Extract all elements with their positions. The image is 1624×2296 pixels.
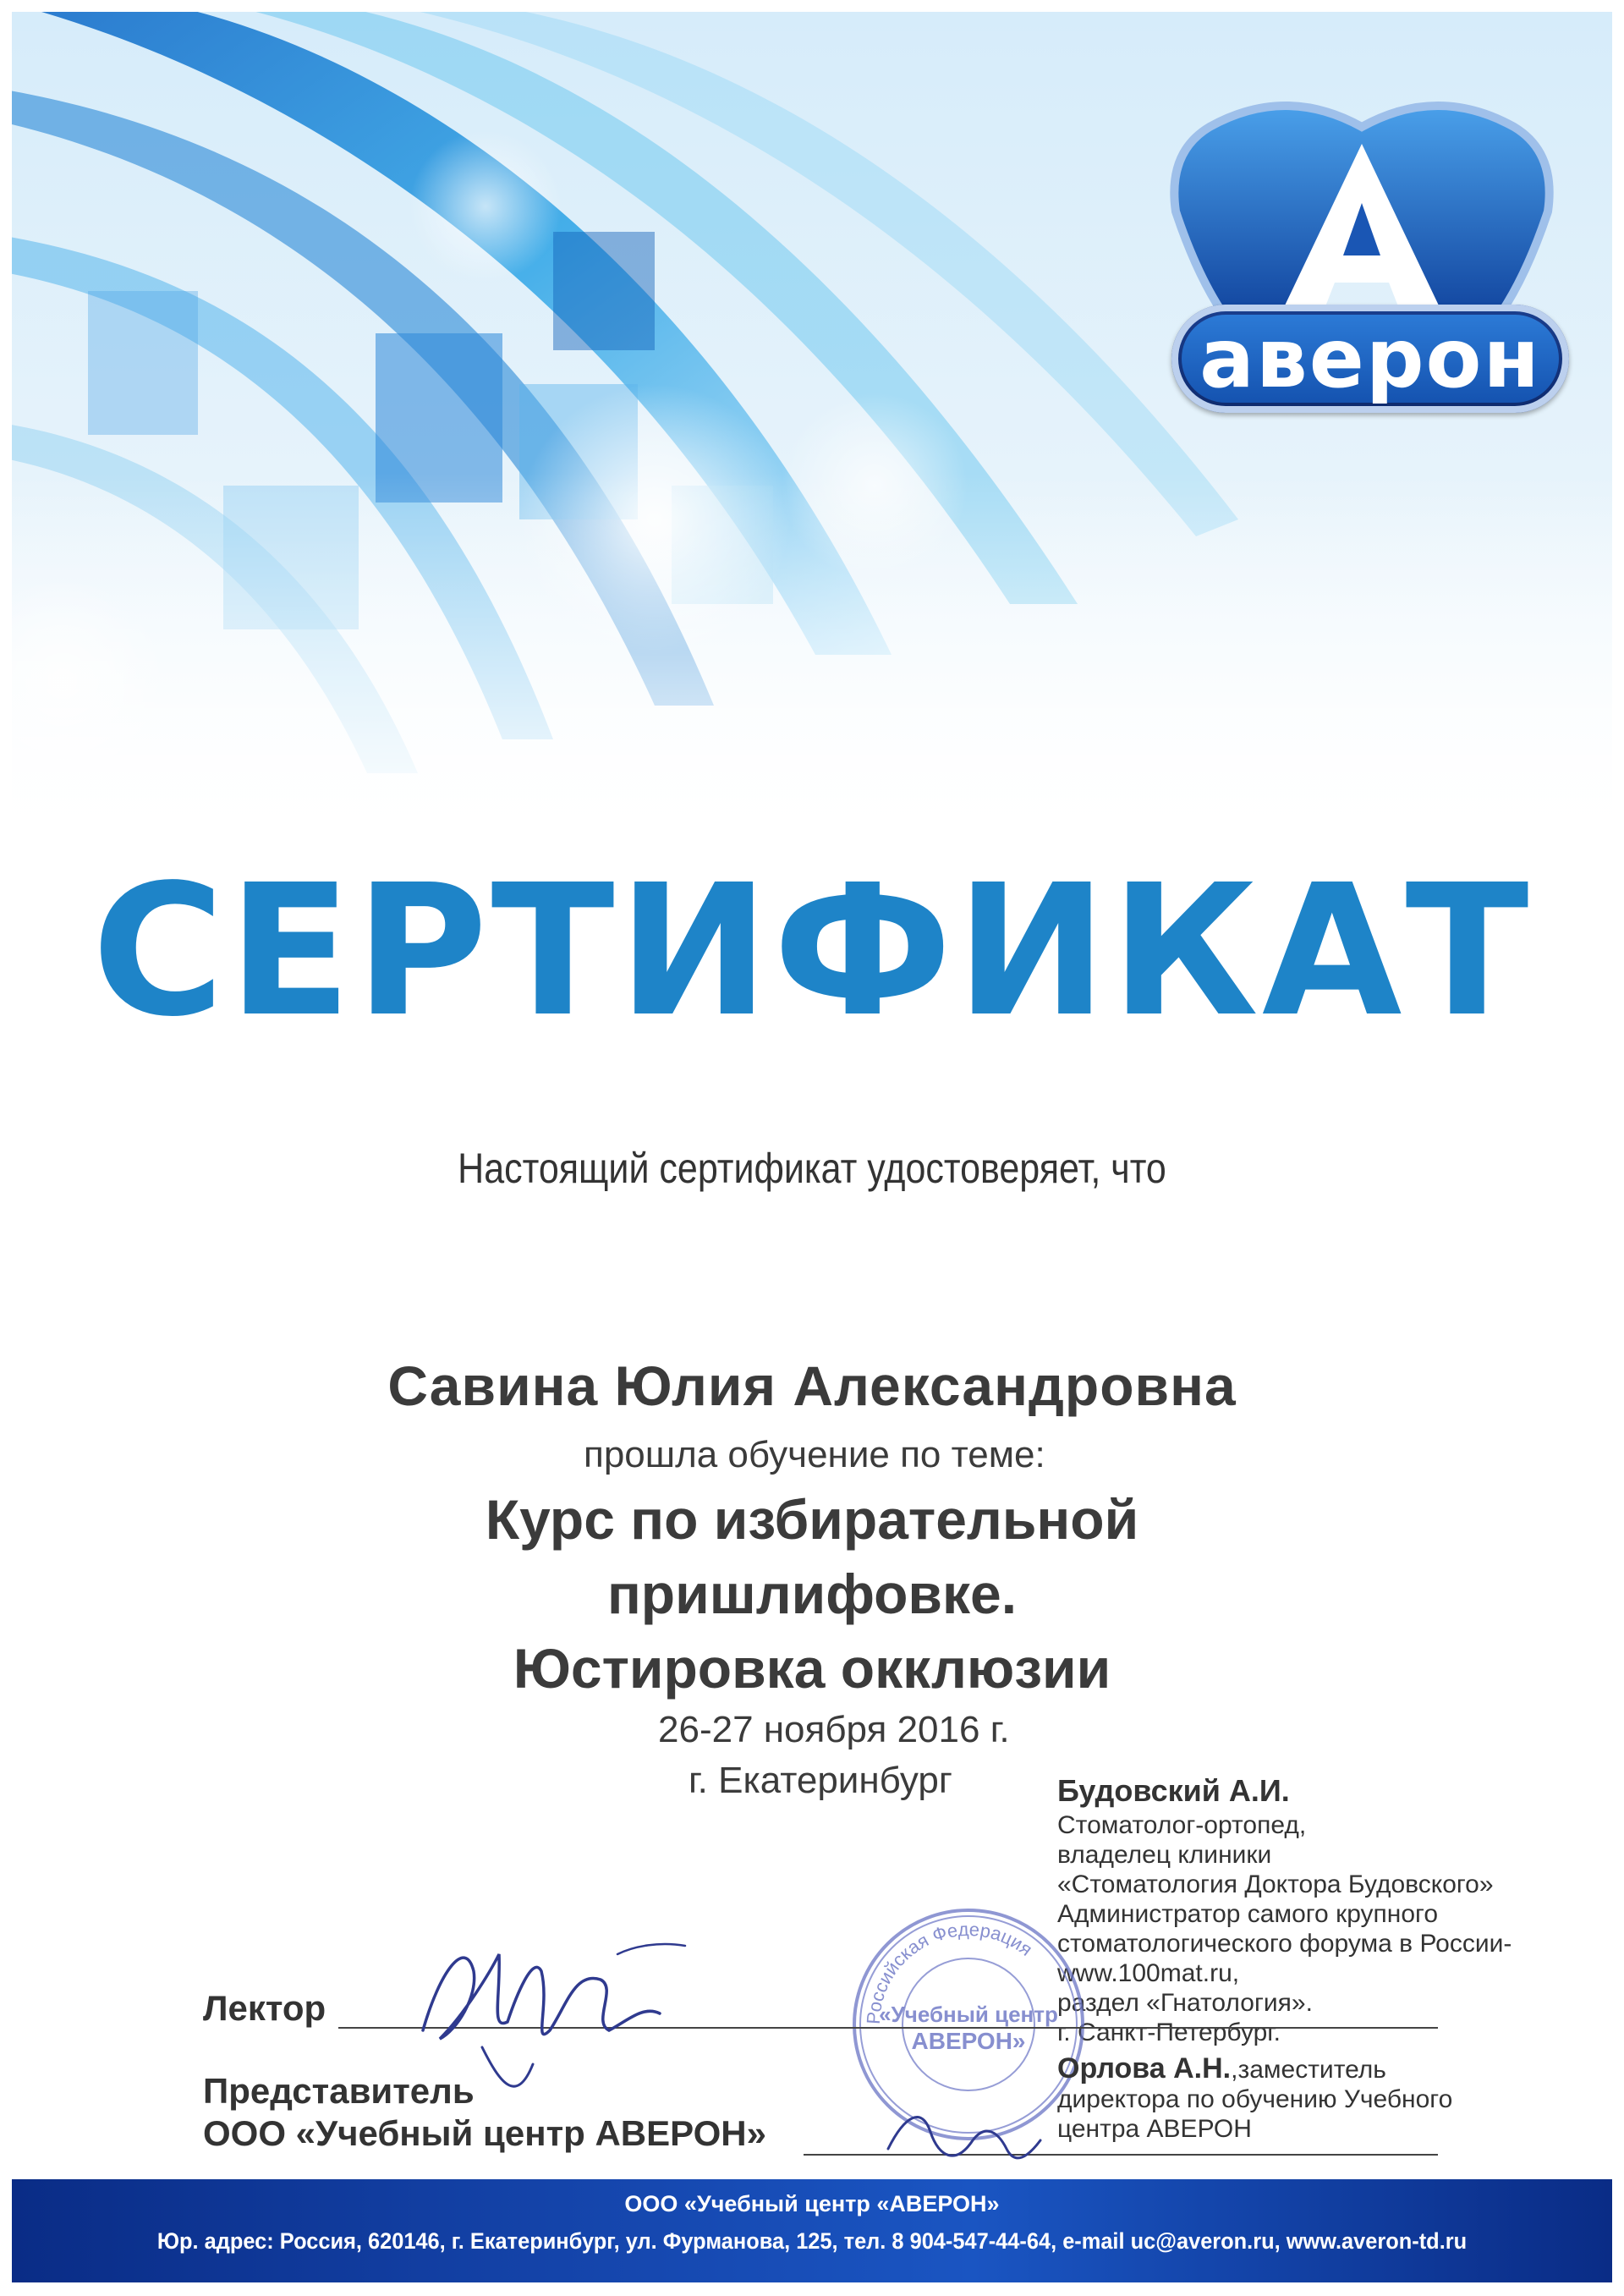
footer-bar (12, 2179, 1612, 2282)
representative-label-1: Представитель (203, 2071, 475, 2111)
stamp-center-line-1: «Учебный центр (879, 2002, 1058, 2027)
lecturer-name: Будовский А.И. (1057, 1773, 1290, 1808)
studied-text: прошла обучение по теме: (584, 1434, 1045, 1475)
course-city: г. Екатеринбург (689, 1760, 952, 1801)
representative-name: Орлова А.Н. (1057, 2052, 1232, 2085)
lecturer-desc-line: Администратор самого крупного (1057, 1900, 1439, 1928)
representative-desc-3: центра АВЕРОН (1057, 2115, 1252, 2143)
lecturer-desc-line: «Стоматология Доктора Будовского» (1057, 1870, 1494, 1898)
certifies-text: Настоящий сертификат удостоверяет, что (458, 1145, 1166, 1192)
representative-info (1057, 2054, 1452, 2144)
lecturer-label: Лектор (203, 1988, 326, 2028)
lecturer-desc-line: г. Санкт-Петербург. (1057, 2019, 1281, 2046)
tooth-a-icon (1150, 93, 1573, 338)
certificate-title: СЕРТИФИКАТ (91, 846, 1533, 1057)
brand-name: аверон (1199, 311, 1541, 406)
lecturer-desc-line: www.100mat.ru, (1057, 1959, 1240, 1987)
lecturer-description (1057, 1810, 1512, 2047)
course-date: 26-27 ноября 2016 г. (658, 1709, 1010, 1750)
footer-company: ООО «Учебный центр «АВЕРОН» (624, 2191, 1000, 2216)
lecturer-desc-line: стоматологического форума в России- (1057, 1930, 1512, 1958)
representative-signature (880, 2090, 1049, 2183)
averon-logo (1150, 93, 1573, 423)
course-line-1: Курс по избирательной (485, 1488, 1139, 1551)
lecturer-desc-line: Стоматолог-ортопед, (1057, 1811, 1307, 1839)
logo-wordmark (1171, 305, 1569, 413)
recipient-name: Савина Юлия Александровна (387, 1354, 1237, 1417)
lecturer-desc-line: владелец клиники (1057, 1841, 1272, 1869)
stamp-center-line-2: АВЕРОН» (911, 2028, 1026, 2054)
course-line-3: Юстировка окклюзии (513, 1637, 1111, 1700)
representative-desc-2: директора по обучению Учебного (1057, 2085, 1453, 2113)
course-title (0, 1482, 1624, 1706)
course-line-2: пришлифовке. (606, 1563, 1018, 1625)
stamp-top-text: Российская Федерация (862, 1918, 1037, 2025)
lecturer-desc-line: раздел «Гнатология». (1057, 1989, 1313, 2017)
representative-desc-1: ,заместитель (1231, 2056, 1386, 2084)
footer-address: Юр. адрес: Россия, 620146, г. Екатеринбург, ул. Фурманова, 125, тел. 8 904-547-44-64, e-mail uc@averon.ru, www.averon-td.ru (156, 2228, 1468, 2254)
representative-label-2: ООО «Учебный центр АВЕРОН» (203, 2113, 766, 2153)
